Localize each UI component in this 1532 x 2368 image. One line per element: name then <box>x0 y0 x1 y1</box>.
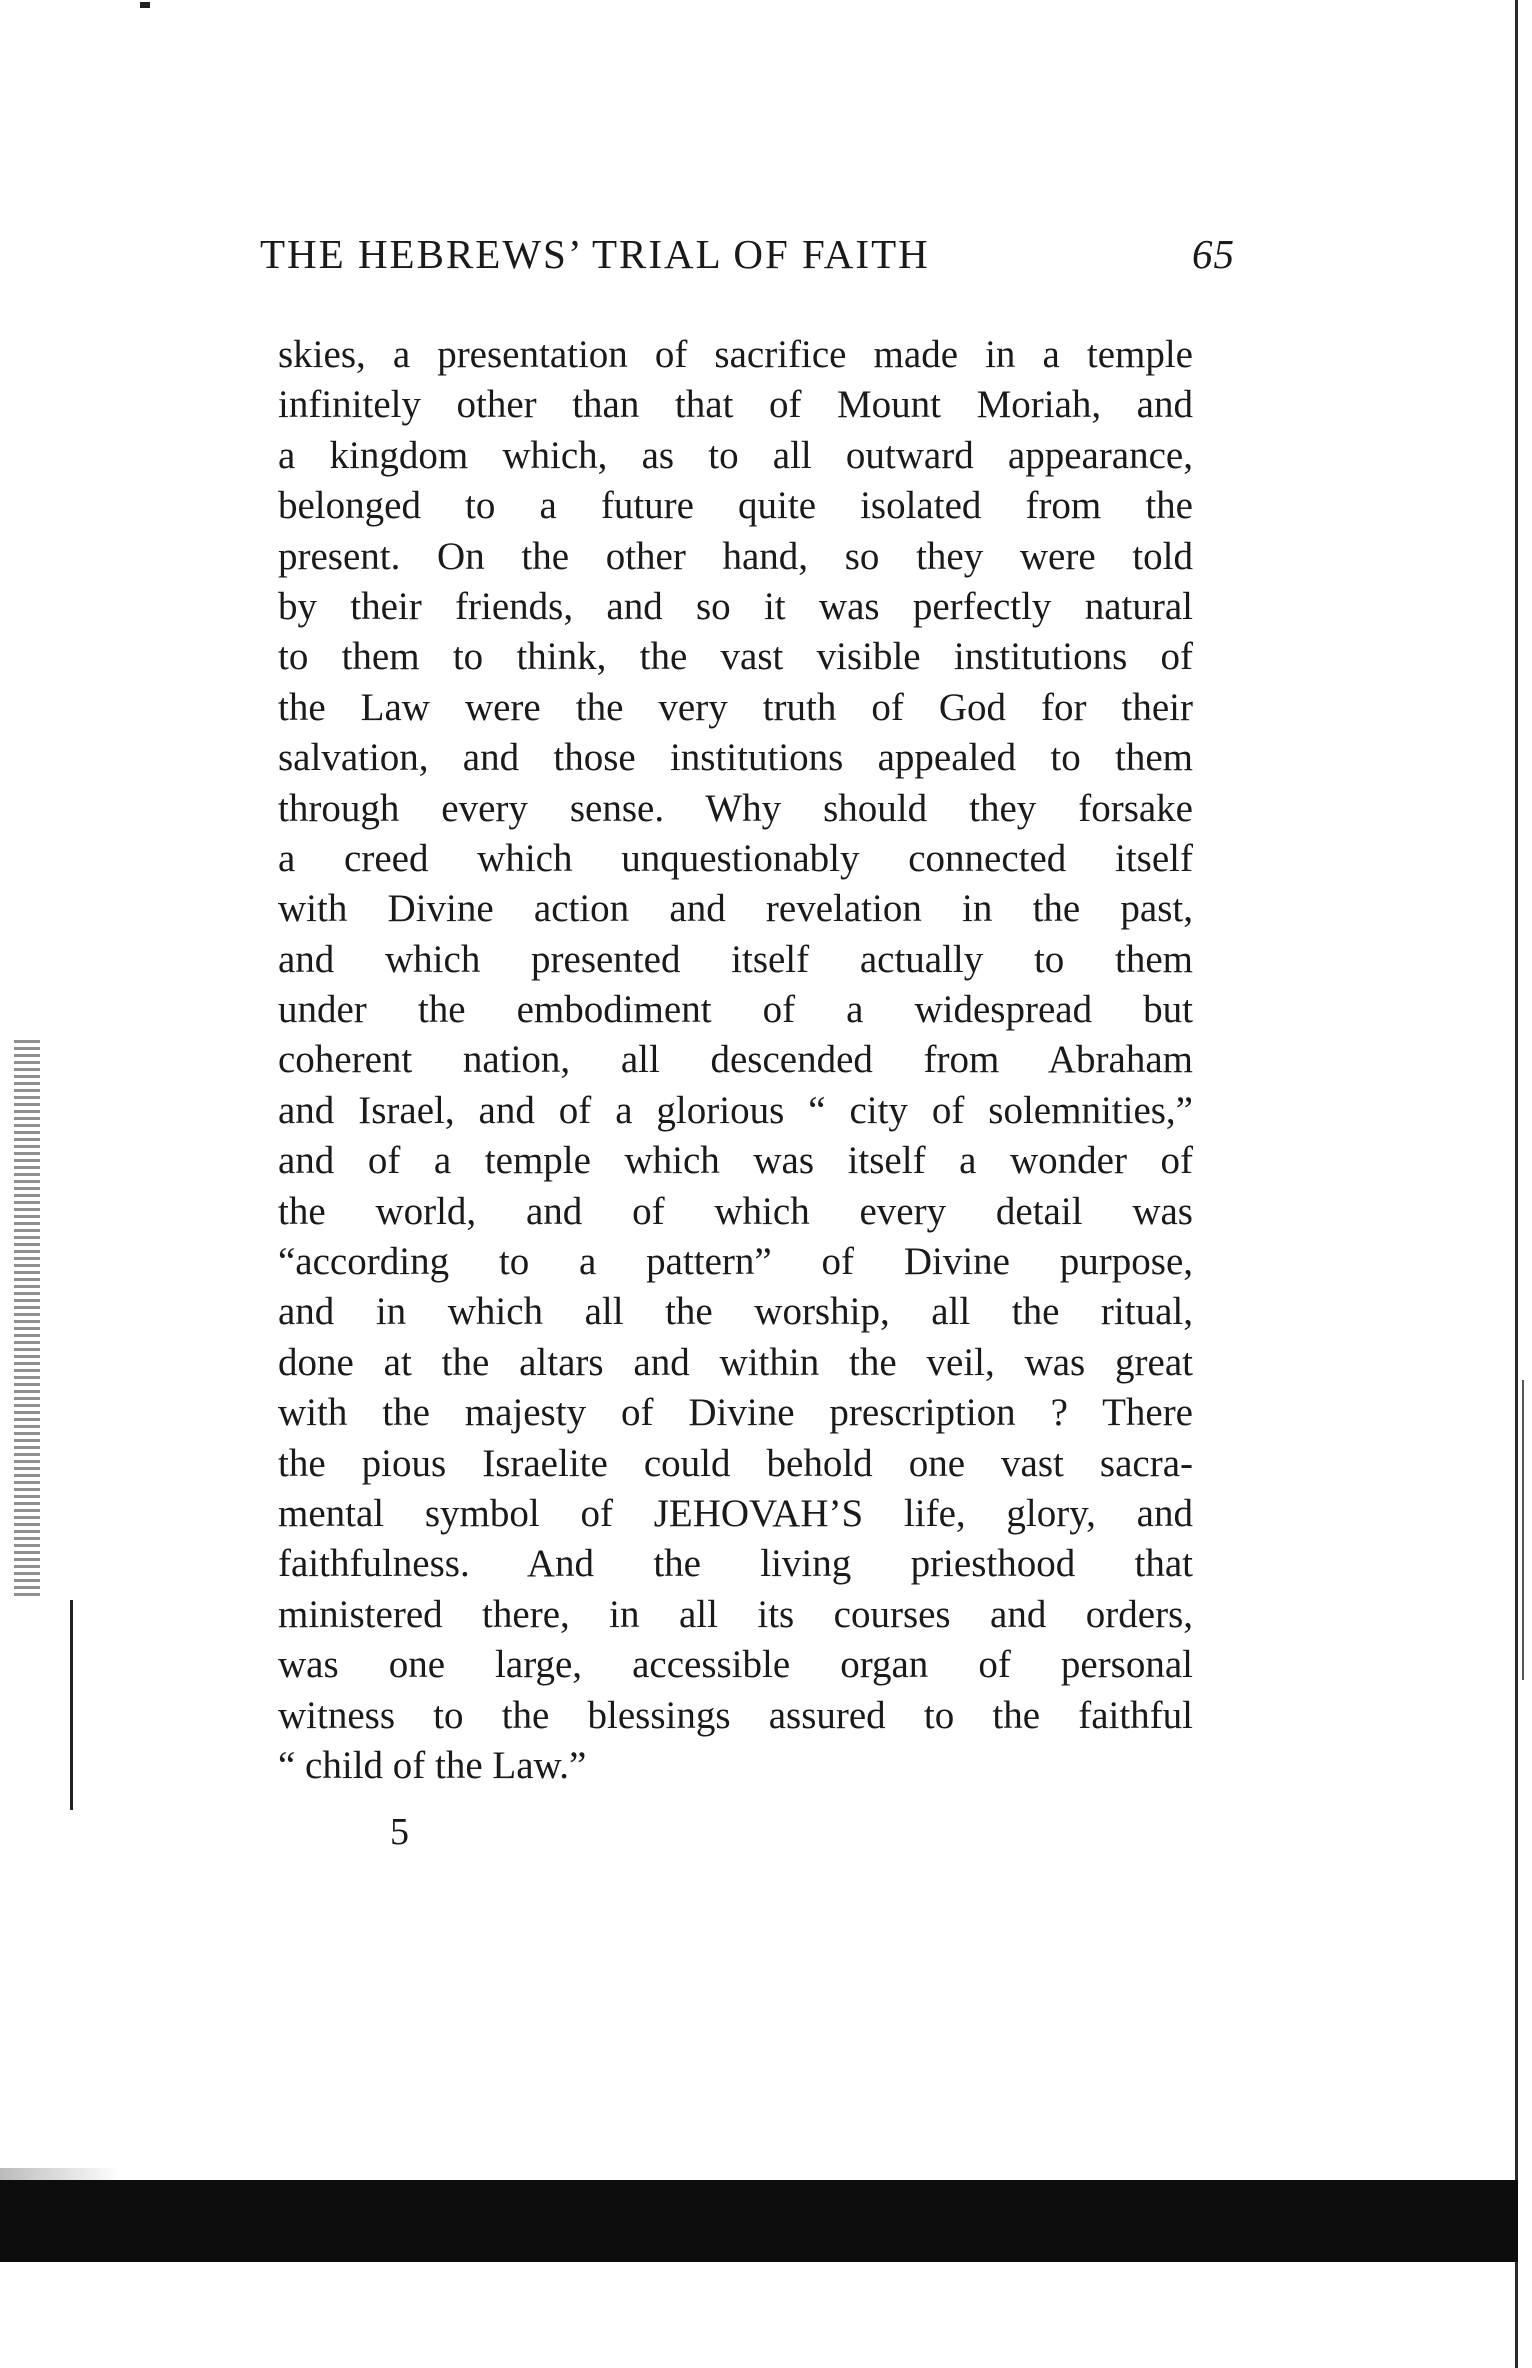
text-line: through every sense. Why should they forsake <box>278 786 1193 830</box>
text-line: a creed which unquestionably connected itself <box>278 836 1193 880</box>
text-line: and Israel, and of a glorious “ city of solemnities,” <box>278 1088 1193 1132</box>
text-line: with Divine action and revelation in the past, <box>278 887 1193 931</box>
scan-artifact-spine <box>14 1040 40 1600</box>
scan-artifact-right-edge <box>1515 0 1518 2368</box>
text-line: belonged to a future quite isolated from the <box>278 484 1193 528</box>
running-title: THE HEBREWS’ TRIAL OF FAITH <box>260 231 930 277</box>
text-line: mental symbol of JEHOVAH’S life, glory, and <box>278 1491 1193 1535</box>
running-header <box>260 230 1235 290</box>
text-line: under the embodiment of a widespread but <box>278 988 1193 1032</box>
text-line: done at the altars and within the veil, was great <box>278 1340 1193 1384</box>
text-line: and which presented itself actually to them <box>278 937 1193 981</box>
scan-artifact-top <box>140 2 150 8</box>
scan-artifact-line <box>70 1600 73 1810</box>
signature-mark: 5 <box>390 1811 409 1853</box>
text-line: a kingdom which, as to all outward appearance, <box>278 433 1193 477</box>
text-line: skies, a presentation of sacrifice made in a temple <box>278 333 1193 376</box>
text-line: by their friends, and so it was perfectly natural <box>278 584 1193 628</box>
text-line: the world, and of which every detail was <box>278 1189 1193 1233</box>
text-line: present. On the other hand, so they were told <box>278 534 1193 578</box>
text-line: with the majesty of Divine prescription ? There <box>278 1391 1193 1435</box>
text-line: to them to think, the vast visible institutions of <box>278 635 1193 679</box>
text-line: salvation, and those institutions appealed to them <box>278 736 1193 780</box>
text-line: “according to a pattern” of Divine purpose, <box>278 1240 1193 1284</box>
text-line: “ child of the Law.” <box>278 1743 587 1787</box>
text-line: the pious Israelite could behold one vast sacra- <box>278 1441 1193 1485</box>
page-number: 65 <box>1192 231 1235 277</box>
text-line: and in which all the worship, all the ritual, <box>278 1290 1193 1334</box>
scan-artifact-right-edge-thin <box>1522 1380 1524 1680</box>
text-line: infinitely other than that of Mount Moriah, and <box>278 383 1193 427</box>
text-line: ministered there, in all its courses and orders, <box>278 1592 1193 1636</box>
text-line: and of a temple which was itself a wonder of <box>278 1139 1193 1183</box>
text-line: witness to the blessings assured to the faithful <box>278 1693 1193 1737</box>
text-line: was one large, accessible organ of personal <box>278 1643 1193 1687</box>
text-line: faithfulness. And the living priesthood that <box>278 1542 1193 1586</box>
text-line: the Law were the very truth of God for their <box>278 685 1193 729</box>
body-text <box>278 330 1193 1791</box>
text-line: coherent nation, all descended from Abraham <box>278 1038 1193 1082</box>
scan-artifact-bottom-bar <box>0 2180 1518 2262</box>
